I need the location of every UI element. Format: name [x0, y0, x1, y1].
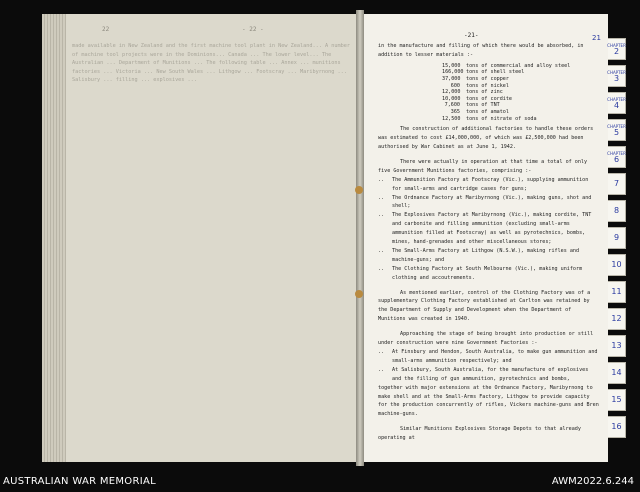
material-row — [442, 102, 600, 109]
list-item — [378, 265, 600, 283]
chapter-tab-label: 5 — [613, 128, 620, 137]
paragraph: As mentioned earlier, control of the Clothing Factory was of a supplementary Clothing Factory established at Carlton was retained by the Department of Supply and Development when the Department of Munitions was created in 1940. — [378, 289, 591, 323]
chapter-tab-12[interactable] — [608, 308, 626, 330]
footer-catalogue-number: AWM2022.6.244 — [551, 476, 634, 487]
right-page-body — [378, 42, 600, 443]
chapter-tab-note: CHAPTER — [607, 97, 626, 102]
chapter-tab-label: 10 — [611, 260, 622, 269]
factories-list — [378, 176, 600, 283]
left-page — [42, 14, 360, 462]
material-description: tons of TNT — [466, 102, 500, 109]
bullet-marker: .. — [378, 366, 385, 373]
list-item-text: The Explosives Factory at Maribyrnong (Vic.), making cordite, TNT and carbonite and filling ammunition (excluding small-arms ammunition filled at Footscray) as well as pyrotechnics, bombs, mines, hand-grenades and other miscellaneous stores; — [392, 212, 592, 246]
chapter-tab-2[interactable] — [608, 38, 626, 60]
chapter-tab-11[interactable] — [608, 281, 626, 303]
paragraph: Similar Munitions Explosives Storage Depots to that already operating at — [378, 426, 581, 442]
material-description: tons of shell steel — [466, 69, 525, 76]
material-quantity: 166,000 — [442, 69, 464, 76]
material-quantity: 600 — [450, 82, 460, 89]
list-item-text: At Salisbury, South Australia, for the manufacture of explosives and the filling of gun ammunition, pyrotechnics and bombs, — [392, 366, 589, 382]
list-item — [378, 366, 600, 384]
paragraph: together with major extensions at the Ordnance Factory, Maribyrnong to make shell and at the Small-Arms Factory, Lithgow to provide capacity for the production concurrently of rifles, Vickers machine-guns and Bren machine-guns. — [378, 384, 599, 418]
chapter-tab-15[interactable] — [608, 389, 626, 411]
material-quantity: 15,000 — [442, 62, 461, 69]
material-row — [442, 116, 600, 123]
material-row — [442, 89, 600, 96]
chapter-tab-label: 9 — [613, 233, 620, 242]
list-item-text: The Ordnance Factory at Maribyrnong (Vic.), making guns, shot and shell; — [392, 194, 592, 210]
chapter-tab-7[interactable] — [608, 173, 626, 195]
right-page-number: -21- — [464, 32, 479, 39]
material-quantity: 12,500 — [442, 115, 461, 122]
chapter-tab-3[interactable] — [608, 65, 626, 87]
binding-staple — [355, 186, 363, 194]
list-item-text: The Small-Arms Factory at Lithgow (N.S.W.), making rifles and machine-guns; and — [392, 247, 580, 263]
new-factories-list — [378, 348, 600, 384]
paragraph: The construction of additional factories to handle these orders was estimated to cost £14,000,000, of which was £2,500,000 had been authorised by War Cabinet as at June 1, 1942. — [378, 126, 594, 150]
material-description: tons of cordite — [466, 95, 513, 102]
material-row — [442, 109, 600, 116]
chapter-tab-6[interactable] — [608, 146, 626, 168]
chapter-tab-label: 6 — [613, 155, 620, 164]
left-page-bleed-text: made available in New Zealand and the first machine tool plant in New Zealand... A number of machine tool projects were in the Dominions... Canada ... The lower level... The Australian ... Department of Munitions ... The following table ... Annex ... munitions factories ... Victoria ... New South Wales ... Lithgow ... Footscray ... Maribyrnong ... Salisbury ... filling ... explosives ... — [72, 43, 354, 83]
binding-staple — [355, 290, 363, 298]
material-description: tons of commercial and alloy steel — [466, 62, 571, 69]
footer-institution: AUSTRALIAN WAR MEMORIAL — [3, 476, 156, 487]
chapter-tab-9[interactable] — [608, 227, 626, 249]
list-item — [378, 348, 600, 366]
materials-table — [442, 63, 600, 122]
list-item-text: At Finsbury and Hendon, South Australia, to make gun ammunition and small-arms ammunition respectively; and — [392, 349, 598, 364]
material-row — [442, 63, 600, 70]
chapter-tab-label: 12 — [611, 314, 622, 323]
bullet-marker: .. — [378, 212, 385, 219]
chapter-tab-label: 3 — [613, 74, 620, 83]
bullet-marker: .. — [378, 194, 385, 201]
chapter-tab-note: CHAPTER — [607, 70, 626, 75]
material-quantity: 365 — [450, 108, 460, 115]
left-page-number: - 22 - — [242, 26, 264, 33]
right-page-corner-number: 21 — [592, 34, 601, 42]
bullet-marker: .. — [378, 265, 385, 272]
chapter-tab-note: CHAPTER — [607, 151, 626, 156]
list-item — [378, 194, 600, 212]
material-description: tons of nitrate of soda — [466, 115, 537, 122]
chapter-tab-label: 11 — [611, 287, 622, 296]
chapter-tab-4[interactable] — [608, 92, 626, 114]
list-item-text: The Clothing Factory at South Melbourne (Vic.), making uniform clothing and accoutrements. — [392, 265, 583, 281]
chapter-tab-label: 8 — [613, 206, 620, 215]
chapter-tab-label: 15 — [611, 395, 622, 404]
intro-paragraph: in the manufacture and filling of which there would be absorbed, in addition to lesser materials :- — [378, 43, 584, 58]
chapter-tab-label: 2 — [613, 47, 620, 56]
book-spine — [356, 10, 364, 466]
chapter-tab-label: 14 — [611, 368, 622, 377]
material-quantity: 37,000 — [442, 76, 461, 82]
material-description: tons of amatol — [466, 108, 509, 115]
chapter-tab-note: CHAPTER — [607, 124, 626, 129]
material-quantity: 12,000 — [442, 89, 461, 96]
material-row — [442, 69, 600, 76]
list-item — [378, 247, 600, 265]
material-quantity: 10,000 — [442, 95, 461, 102]
left-page-corner-number: 22 — [102, 26, 110, 33]
chapter-tab-note: CHAPTER — [607, 43, 626, 48]
chapter-tab-16[interactable] — [608, 416, 626, 438]
right-page — [364, 14, 608, 462]
material-row — [442, 76, 600, 83]
material-description: tons of zinc — [466, 89, 503, 96]
chapter-tab-8[interactable] — [608, 200, 626, 222]
list-item — [378, 176, 600, 194]
chapter-tab-14[interactable] — [608, 362, 626, 384]
page-stack-edge — [42, 14, 66, 462]
material-description: tons of copper — [466, 76, 509, 82]
bullet-marker: .. — [378, 176, 385, 183]
material-row — [442, 83, 600, 90]
chapter-tab-label: 4 — [613, 101, 620, 110]
material-quantity: 7,600 — [444, 102, 460, 109]
chapter-tab-label: 16 — [611, 422, 622, 431]
chapter-tab-13[interactable] — [608, 335, 626, 357]
chapter-tab-label: 13 — [611, 341, 622, 350]
chapter-tab-label: 7 — [613, 179, 620, 188]
bullet-marker: .. — [378, 247, 385, 254]
paragraph: Approaching the stage of being brought into production or still under construction were nine Government Factories :- — [378, 331, 594, 347]
material-row — [442, 96, 600, 103]
list-item-text: The Ammunition Factory at Footscray (Vic.), supplying ammunition for small-arms and cartridge cases for guns; — [392, 176, 589, 192]
material-description: tons of nickel — [466, 82, 509, 89]
document-book — [34, 8, 626, 470]
chapter-tab-5[interactable] — [608, 119, 626, 141]
paragraph: There were actually in operation at that time a total of only five Government Munitions factories, comprising :- — [378, 158, 588, 174]
list-item — [378, 211, 600, 247]
bullet-marker: .. — [378, 349, 385, 355]
chapter-tab-10[interactable] — [608, 254, 626, 276]
